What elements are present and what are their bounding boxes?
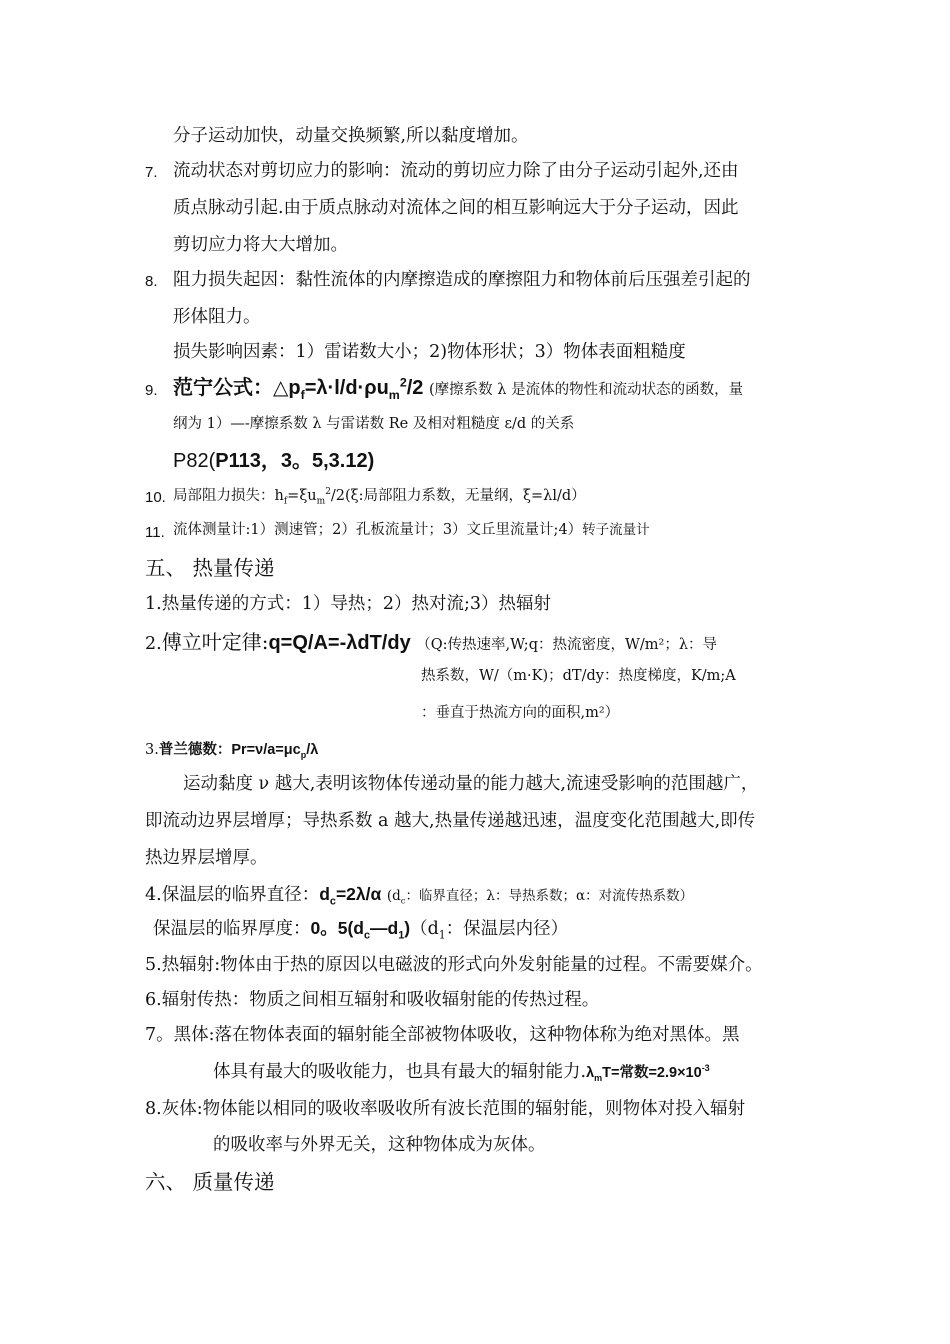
formula: $\triangle p_f=\lambda\cdot l/d\cdot\rho u_m^2/2$: [273, 375, 424, 402]
text-line: 形体阻力。: [173, 307, 261, 327]
law-title: 傅立叶定律:: [161, 630, 269, 654]
text-line: 热边界层增厚。: [145, 848, 268, 868]
formula: $Pr=\nu/a=\mu c_p/\lambda$: [231, 742, 319, 760]
section-heading: 五、 热量传递: [145, 556, 275, 580]
text-line: 质点脉动引起.由于质点脉动对流体之间的相互影响远大于分子运动，因此: [173, 198, 739, 218]
list-number: 7.: [145, 164, 158, 181]
text-line: 运动黏度 ν 越大,表明该物体传递动量的能力越大,流速受影响的范围越广，: [183, 774, 759, 794]
text-line: 流动状态对剪切应力的影响：流动的剪切应力除了由分子运动引起外,还由: [173, 161, 739, 181]
text-line: ：垂直于热流方向的面积,m²）: [421, 705, 620, 721]
formula-note: (摩擦系数 λ 是流体的物性和流动状态的函数，量: [429, 382, 744, 398]
term-title: 普兰德数：: [158, 741, 232, 758]
text-line: 5.热辐射:物体由于热的原因以电磁波的形式向外发射能量的过程。不需要媒介。: [145, 955, 763, 975]
text-line: 损失影响因素：1）雷诺数大小；2)物体形状；3）物体表面粗糙度: [173, 342, 686, 362]
list-number: 8.: [145, 273, 158, 290]
formula: q=Q/A=-λdT/dy: [268, 632, 411, 654]
text-line: 2.傅立叶定律:q=Q/A=-λdT/dy （Q:传热速率,W;q：热流密度，W/m²；λ：导: [145, 630, 718, 654]
formula-note: ($d_c$：临界直径；λ：导热系数；α：对流传热系数）: [386, 888, 694, 906]
text-line: 局部阻力损失：$h_f=\xi u_m^2/2(\xi$:局部阻力系数，无量纲，ξ=λl/d）: [173, 487, 586, 507]
text-line: [173, 375, 743, 403]
reference-line: P82(P113，3。5,3.12): [173, 450, 375, 472]
text-line: 热系数，W/（m·K)；dT/dy：热度梯度，K/m;A: [421, 668, 736, 684]
text-line: 的吸收率与外界无关，这种物体成为灰体。: [213, 1135, 546, 1155]
text-line: 6.辐射传热：物质之间相互辐射和吸收辐射能的传热过程。: [145, 990, 600, 1010]
text-line: 4.保温层的临界直径：$d_c=2\lambda/\alpha$ ($d_c$：临界直径；λ：导热系数；α：对流传热系数）: [145, 884, 694, 908]
formula-note: （$d_1$：保温层内径）: [410, 919, 569, 942]
formula-note: （Q:传热速率,W;q：热流密度，W/m²；λ：导: [416, 637, 718, 653]
formula-title: 范宁公式：: [173, 375, 273, 399]
text-line: 分子运动加快，动量交换频繁,所以黏度增加。: [173, 126, 529, 146]
text-line: 阻力损失起因：黏性流体的内摩擦造成的摩擦阻力和物体前后压强差引起的: [173, 270, 751, 290]
text-line: 即流动边界层增厚；导热系数 a 越大,热量传递越迅速，温度变化范围越大,即传: [145, 811, 756, 831]
text-line: 1.热量传递的方式：1）导热；2）热对流;3）热辐射: [145, 594, 551, 614]
text-line: 纲为 1）—-摩擦系数 λ 与雷诺数 Re 及相对粗糙度 ε/d 的关系: [173, 416, 575, 432]
text-line: 保温层的临界厚度：0。$5(d_c—d_1)(d_1$：保温层内径）: [153, 918, 569, 942]
formula: $\lambda_mT=$常数$=2.9\times 10^{-3}$: [586, 1063, 710, 1083]
text-line: 剪切应力将大大增加。: [173, 235, 348, 255]
text-line: 8.灰体:物体能以相同的吸收率吸收所有波长范围的辐射能，则物体对投入辐射: [145, 1099, 746, 1119]
text-line: 体具有最大的吸收能力，也具有最大的辐射能力$.\lambda_mT=$常数$=2.9\times 10^{-3}$: [213, 1062, 710, 1083]
formula: 0。$5(d_c—d_1)$: [310, 918, 411, 942]
text-line: 7。黑体:落在物体表面的辐射能全部被物体吸收，这种物体称为绝对黑体。黑: [145, 1025, 740, 1045]
formula: $d_c=2\lambda/\alpha$: [319, 884, 382, 908]
list-number: 9.: [145, 382, 158, 399]
text-line: 3.普兰德数：$Pr=\nu/a=\mu c_p/\lambda$: [145, 741, 319, 760]
text-line: 流体测量计:1）测速管；2）孔板流量计；3）文丘里流量计;4）转子流量计: [173, 522, 650, 538]
list-number: 10.: [145, 489, 166, 506]
section-heading: 六、 质量传递: [145, 1170, 275, 1194]
list-number: 11.: [145, 524, 165, 541]
